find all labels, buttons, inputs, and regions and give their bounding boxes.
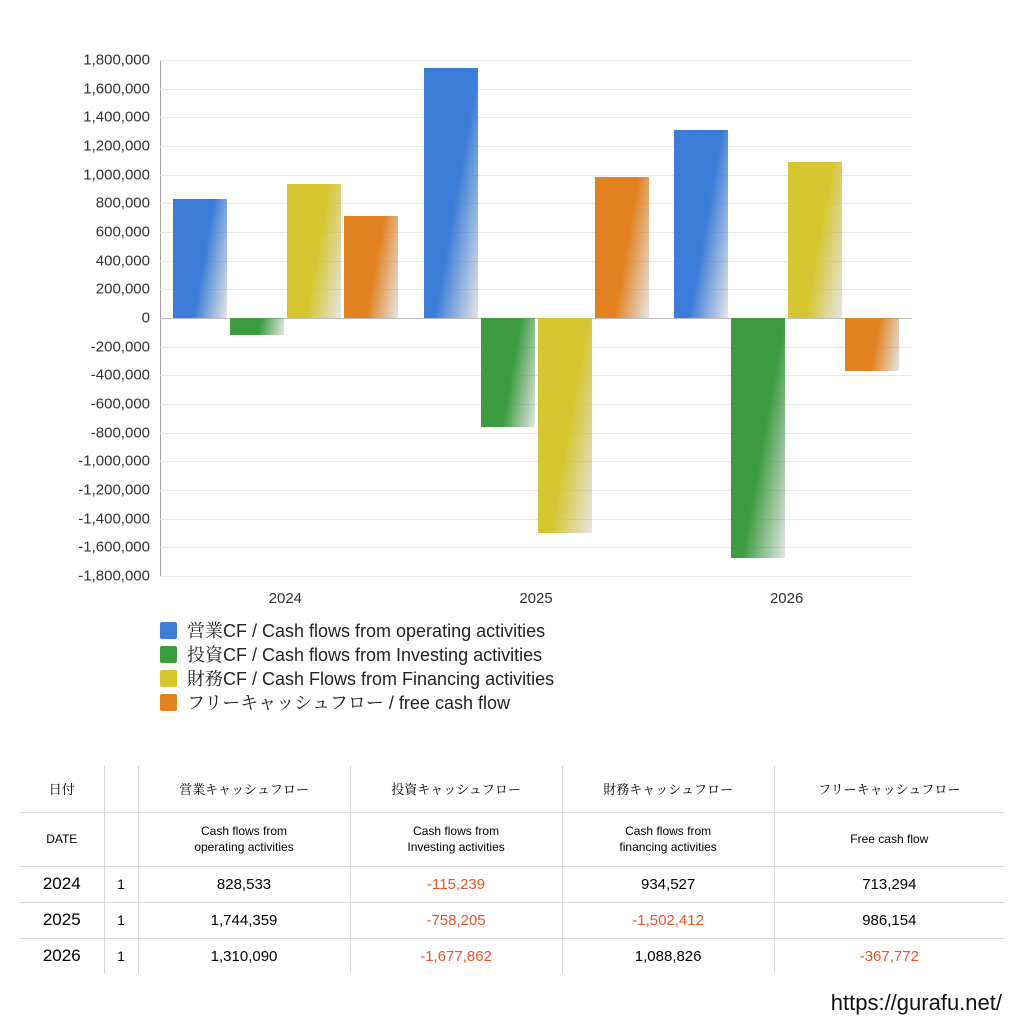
y-axis-tick-label: 800,000: [95, 194, 150, 212]
bar: [481, 318, 535, 427]
legend-label: 営業CF / Cash flows from operating activities: [187, 621, 546, 641]
legend-label: 投資CF / Cash flows from Investing activities: [187, 645, 543, 665]
legend-item: [160, 642, 920, 666]
legend-item: [160, 618, 920, 642]
chart-legend: [160, 618, 920, 714]
table-cell-value: 828,533: [138, 866, 350, 902]
table-header-cell-en: [104, 812, 138, 866]
y-axis-tick-label: -1,400,000: [78, 510, 150, 528]
table-cell-period: 1: [104, 866, 138, 902]
gridline: [83, 80, 912, 98]
y-axis-tick-label: 600,000: [95, 223, 150, 241]
gridline: [78, 510, 912, 528]
gridline: [83, 108, 912, 126]
legend-color-swatch: [160, 622, 177, 639]
legend-item: [160, 666, 920, 690]
table-header-row-en: [20, 812, 1004, 866]
table-header-line: Free cash flow: [850, 831, 929, 846]
bar: [845, 318, 899, 371]
table-header-cell-jp: 営業キャッシュフロー: [138, 766, 350, 812]
y-axis-tick-label: 400,000: [95, 252, 150, 270]
table-header-line: Cash flows from: [201, 823, 288, 838]
table-header-cell-jp: フリーキャッシュフロー: [774, 766, 1004, 812]
table-cell-value: 1,744,359: [138, 902, 350, 938]
table-cell-value: 713,294: [774, 866, 1004, 902]
y-axis-tick-label: 1,200,000: [83, 137, 150, 155]
table-cell-value: 1,310,090: [138, 938, 350, 974]
x-axis-category-label: 2025: [519, 590, 553, 607]
table-header-line: Investing activities: [407, 840, 505, 854]
bar: [424, 68, 478, 318]
table-cell-value: -367,772: [774, 938, 1004, 974]
gridline: [78, 481, 912, 499]
x-axis-category-label: 2026: [769, 590, 804, 607]
legend-item: [160, 690, 920, 714]
gridline: [78, 538, 912, 556]
legend-label: フリーキャッシュフロー / free cash flow: [187, 693, 510, 713]
table-header-cell-en: [350, 812, 562, 866]
table-cell-value: -1,502,412: [562, 902, 774, 938]
table-header-cell-en: [138, 812, 350, 866]
table-cell-year: 2026: [20, 938, 104, 974]
gridline: [90, 366, 912, 384]
y-axis-tick-label: -400,000: [90, 366, 150, 384]
gridline: [78, 452, 912, 470]
table-cell-year: 2024: [20, 866, 104, 902]
table-row: [20, 866, 1004, 902]
bar: [344, 216, 398, 318]
table-row: [20, 902, 1004, 938]
y-axis-tick-label: -800,000: [90, 424, 150, 442]
table-header-cell-en: [774, 812, 1004, 866]
table-cell-period: 1: [104, 938, 138, 974]
table-header-cell-en: [562, 812, 774, 866]
gridline: [78, 567, 912, 585]
table-header-cell-jp: 財務キャッシュフロー: [562, 766, 774, 812]
table-cell-value: -1,677,862: [350, 938, 562, 974]
site-url-watermark: https://gurafu.net/: [830, 990, 1002, 1015]
y-axis-tick-label: 1,000,000: [83, 166, 150, 184]
table-header-line: DATE: [46, 831, 78, 846]
plot-area: [78, 51, 912, 607]
table-header-line: Cash flows from: [625, 823, 712, 838]
y-axis-tick-label: -600,000: [90, 395, 150, 413]
gridline: [90, 395, 912, 413]
table-header-line: financing activities: [619, 840, 717, 854]
table-cell-value: 934,527: [562, 866, 774, 902]
legend-color-swatch: [160, 646, 177, 663]
y-axis-tick-label: 1,800,000: [83, 51, 150, 69]
gridline: [83, 51, 912, 69]
table-header-line: operating activities: [194, 840, 294, 854]
table-header-cell-jp: 日付: [20, 766, 104, 812]
legend-color-swatch: [160, 694, 177, 711]
bar: [287, 184, 341, 318]
y-axis-tick-label: -200,000: [90, 338, 150, 356]
table-cell-value: -758,205: [350, 902, 562, 938]
table-cell-value: 1,088,826: [562, 938, 774, 974]
table-cell-value: 986,154: [774, 902, 1004, 938]
bar: [731, 318, 785, 558]
cash-flow-data-table: [20, 766, 1004, 974]
table-row: [20, 938, 1004, 974]
x-axis-category-label: 2024: [268, 590, 303, 607]
bar: [595, 177, 649, 318]
bar: [538, 318, 592, 533]
y-axis-tick-label: 1,600,000: [83, 80, 150, 98]
table-header-line: Cash flows from: [413, 823, 500, 838]
legend-label: 財務CF / Cash Flows from Financing activities: [187, 669, 555, 689]
table-header-cell-en: [20, 812, 104, 866]
table-cell-value: -115,239: [350, 866, 562, 902]
y-axis-tick-label: 200,000: [95, 280, 150, 298]
bar: [230, 318, 284, 335]
bar: [173, 199, 227, 318]
gridline: [83, 137, 912, 155]
bar: [788, 162, 842, 318]
y-axis-tick-label: 0: [141, 309, 150, 327]
y-axis-tick-label: -1,800,000: [78, 567, 150, 585]
table-header-row-jp: [20, 766, 1004, 812]
table-header-cell-jp: [104, 766, 138, 812]
table-header-cell-jp: 投資キャッシュフロー: [350, 766, 562, 812]
y-axis-tick-label: 1,400,000: [83, 108, 150, 126]
y-axis-tick-label: -1,000,000: [78, 452, 150, 470]
table-cell-year: 2025: [20, 902, 104, 938]
table-cell-period: 1: [104, 902, 138, 938]
legend-color-swatch: [160, 670, 177, 687]
y-axis-tick-label: -1,600,000: [78, 538, 150, 556]
gridline: [90, 424, 912, 442]
gridline: [90, 338, 912, 356]
bar: [674, 130, 728, 318]
y-axis-tick-label: -1,200,000: [78, 481, 150, 499]
